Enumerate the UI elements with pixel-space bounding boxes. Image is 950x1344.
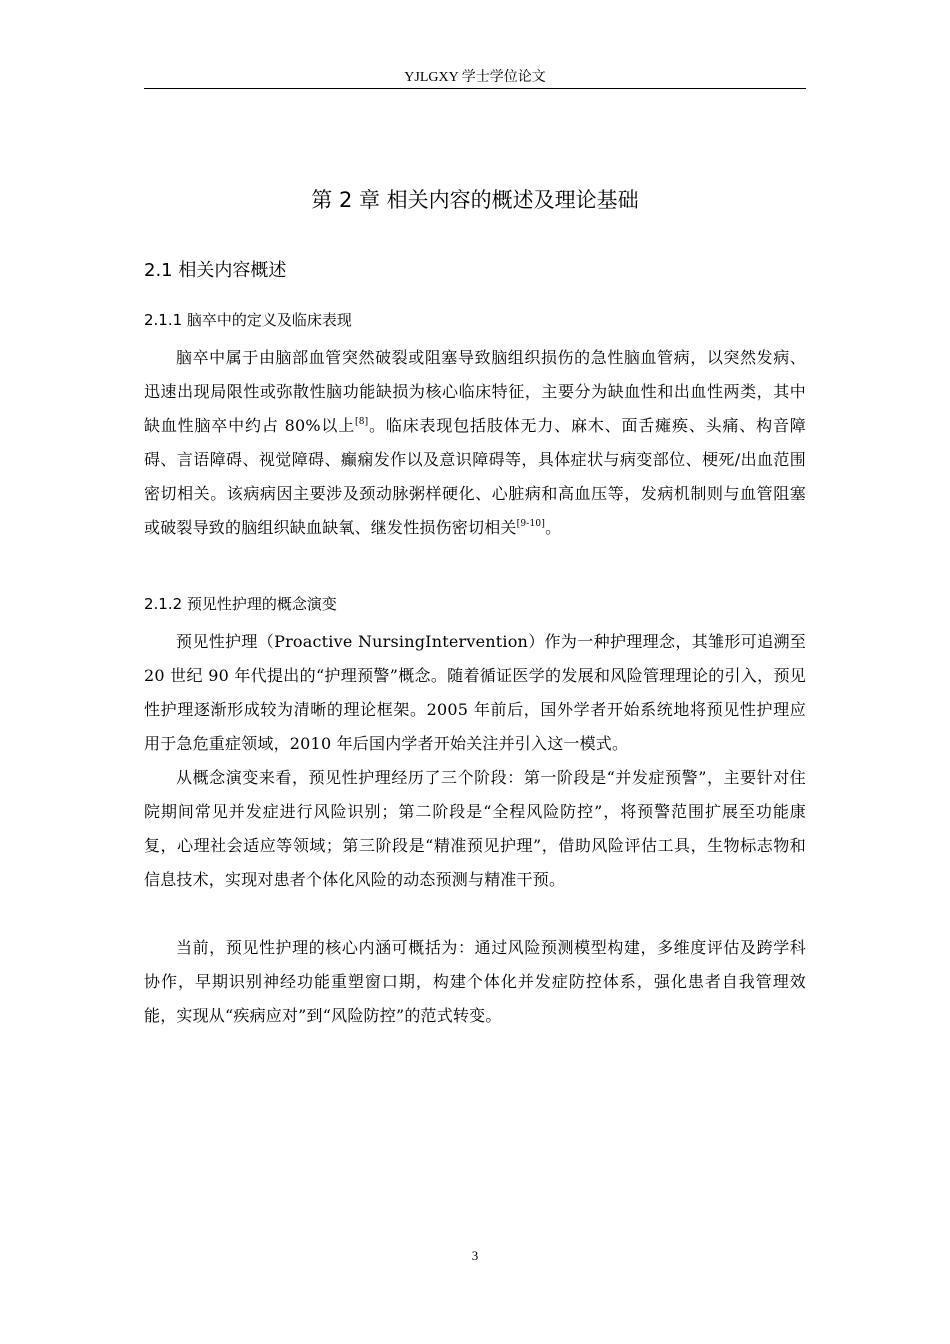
- paragraph-proactive-nursing-origin: 预见性护理（Proactive NursingIntervention）作为一种护理理念，其雏形可追溯至 20 世纪 90 年代提出的“护理预警”概念。随着循证医学的发展和风险管理理论的引入，预见性护理逐渐形成较为清晰的理论框架。2005 年前后，国外学者开始系统地将预见性护理应用于急危重症领域，2010 年后国内学者开始关注并引入这一模式。: [144, 632, 806, 753]
- paragraph-text: 脑卒中属于由脑部血管突然破裂或阻塞导致脑组织损伤的急性脑血管病，以突然发病、迅速出现局限性或弥散性脑功能缺损为核心临床特征，主要分为缺血性和出血性两类，其中缺血性脑卒中约占 80%以上: [144, 348, 806, 435]
- paragraph-stroke-definition: [144, 341, 806, 545]
- citation-ref: [9-10]: [516, 519, 546, 529]
- header-rule: [144, 88, 806, 89]
- paragraph-text: 。临床表现包括肢体无力、麻木、面舌瘫痪、头痛、构音障碍、言语障碍、视觉障碍、癫痫发作以及意识障碍等，具体症状与病变部位、梗死/出血范围密切相关。该病病因主要涉及颈动脉粥样硬化、心脏病和高血压等，发病机制则与血管阻塞或破裂导致的脑组织缺血缺氧、继发性损伤密切相关: [144, 416, 807, 537]
- page-number: 3: [471, 1248, 479, 1263]
- paragraph-core-connotation: 当前，预见性护理的核心内涵可概括为：通过风险预测模型构建，多维度评估及跨学科协作，早期识别神经功能重塑窗口期，构建个体化并发症防控体系，强化患者自我管理效能，实现从“疾病应对”到“风险防控”的范式转变。: [144, 938, 806, 1025]
- subsection-title-2-1-2: 2.1.2 预见性护理的概念演变: [144, 595, 337, 613]
- running-header: YJLGXY 学士学位论文: [404, 70, 546, 85]
- paragraph-text: 。: [545, 518, 562, 537]
- section-title-2-1: 2.1 相关内容概述: [144, 260, 287, 281]
- subsection-title-2-1-1: 2.1.1 脑卒中的定义及临床表现: [144, 311, 352, 329]
- chapter-title: 第 2 章 相关内容的概述及理论基础: [311, 188, 639, 212]
- paragraph-concept-evolution: 从概念演变来看，预见性护理经历了三个阶段：第一阶段是“并发症预警”，主要针对住院期间常见并发症进行风险识别；第二阶段是“全程风险防控”，将预警范围扩展至功能康复，心理社会适应等领域；第三阶段是“精准预见护理”，借助风险评估工具，生物标志物和信息技术，实现对患者个体化风险的动态预测与精准干预。: [144, 768, 806, 889]
- citation-ref: [8]: [355, 417, 369, 427]
